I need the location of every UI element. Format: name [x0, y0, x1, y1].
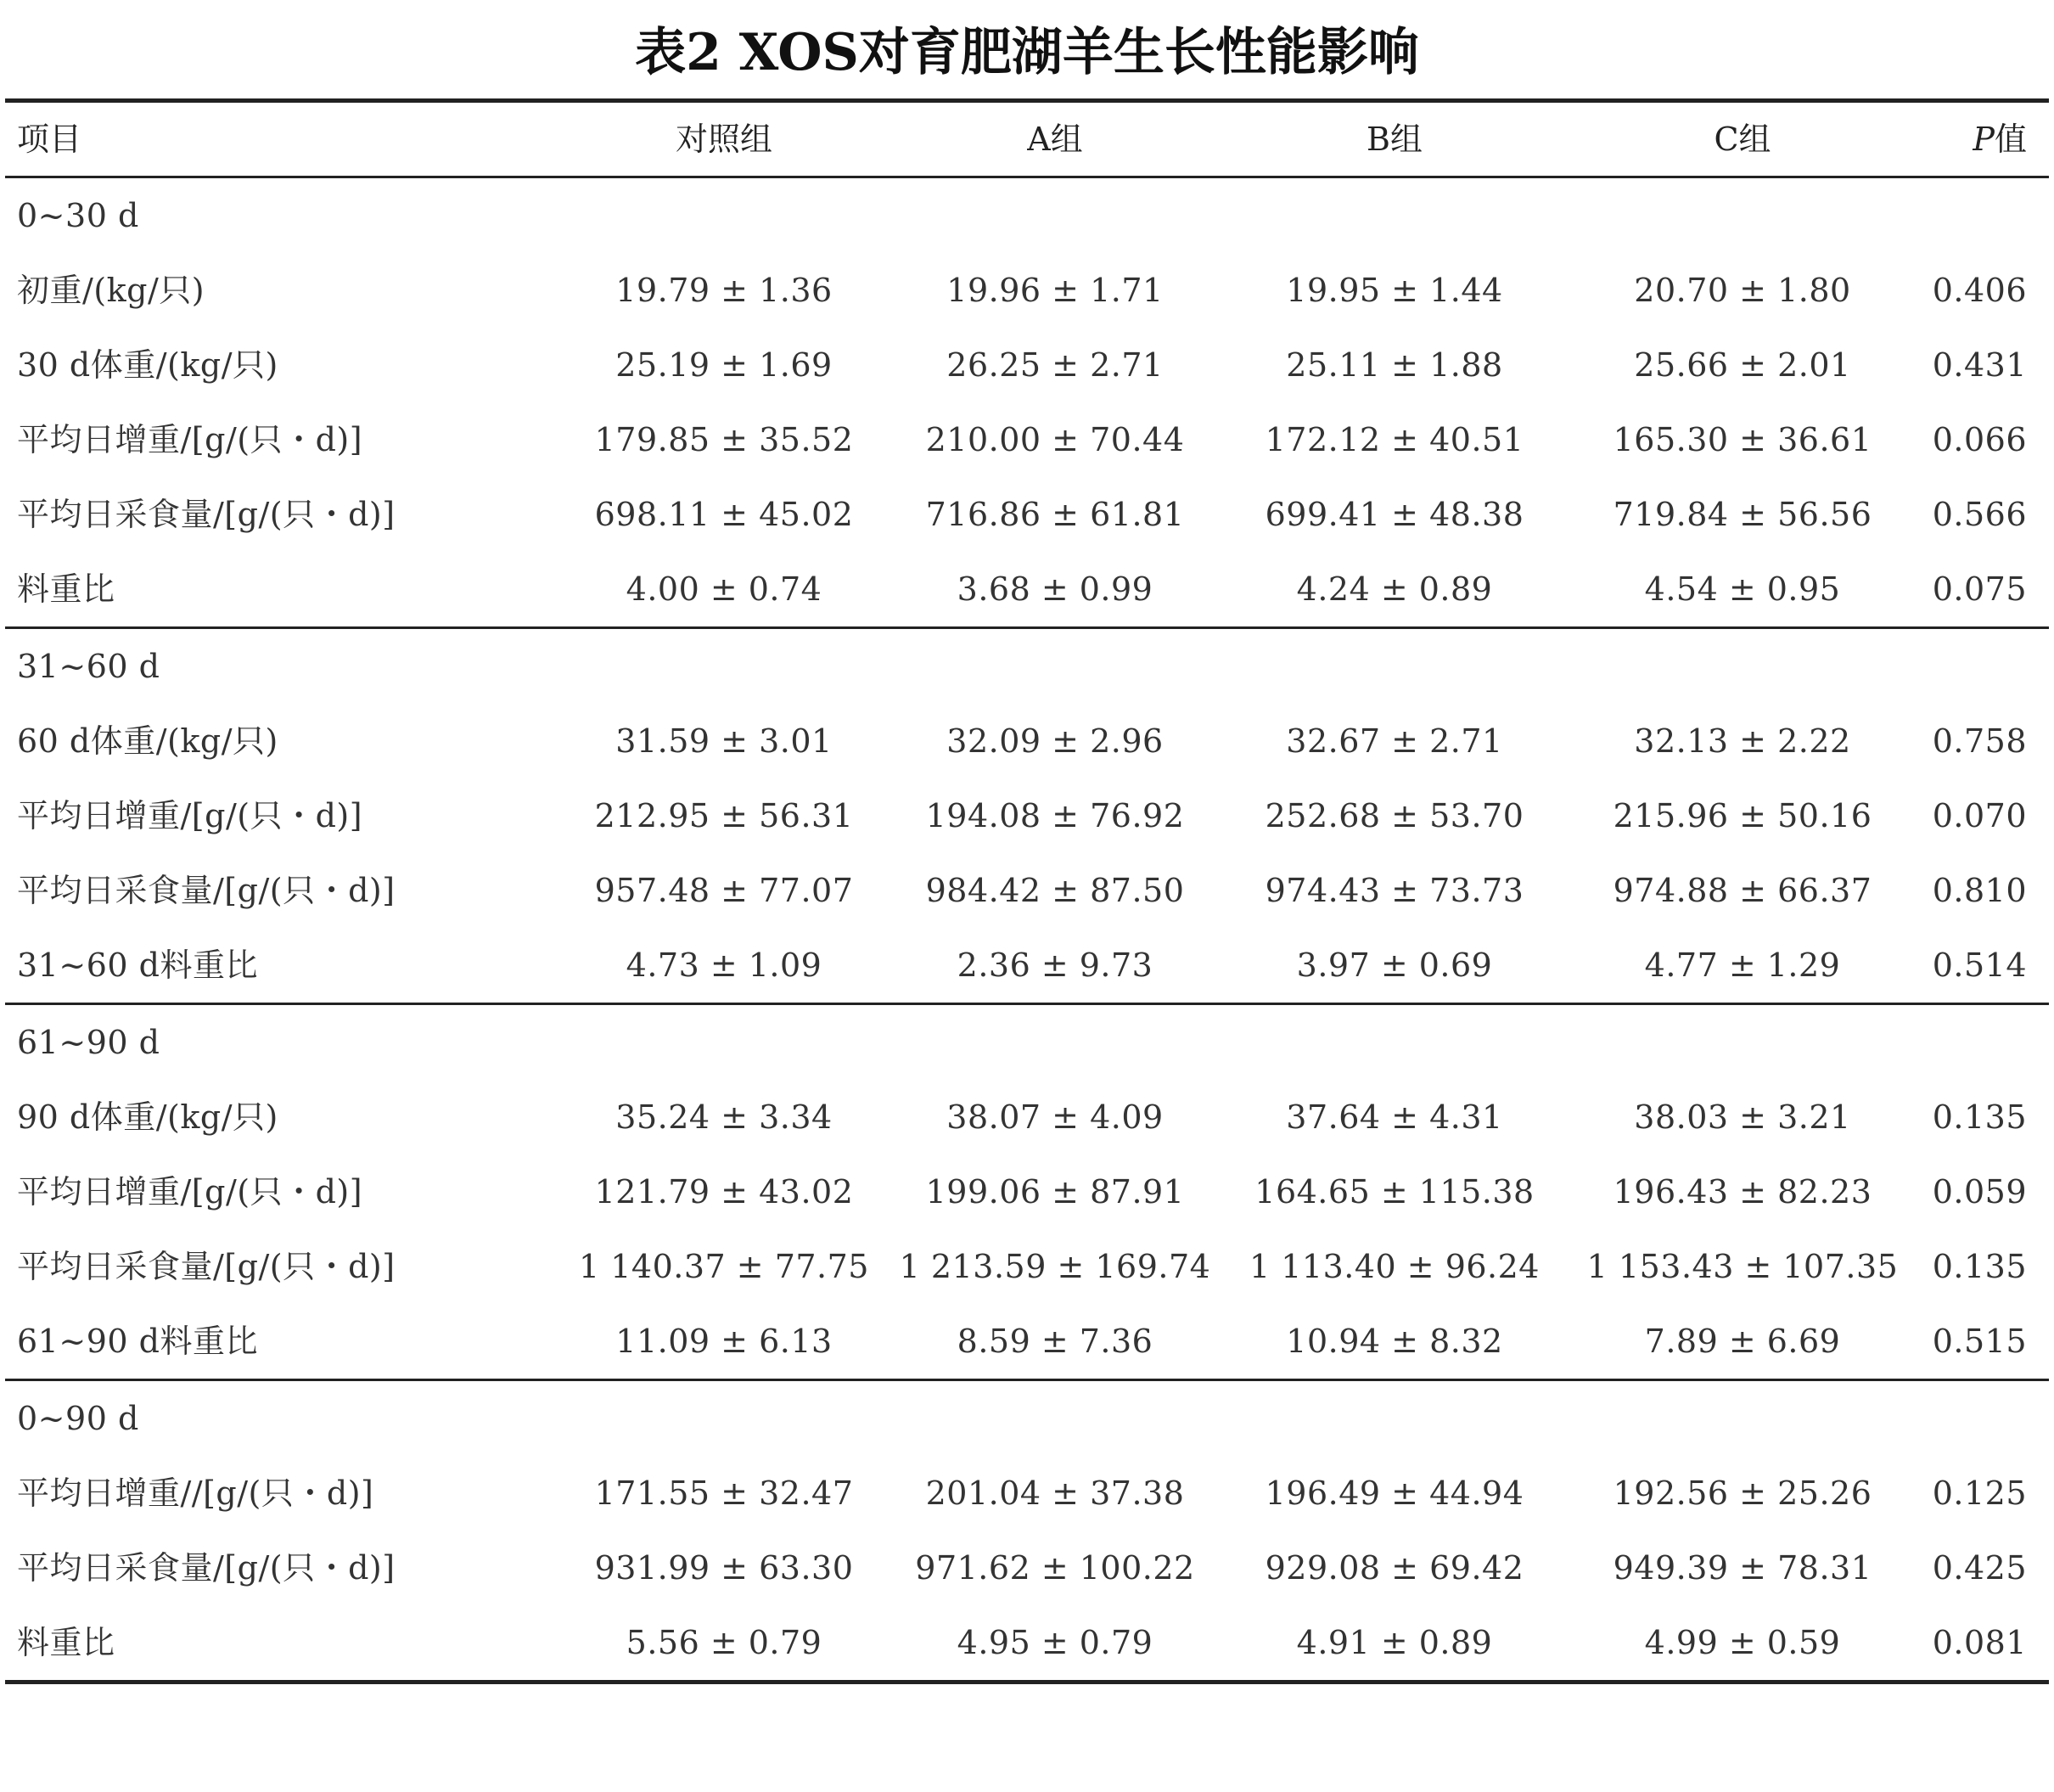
cell-group-b: 164.65 ± 115.38	[1254, 1173, 1535, 1211]
growth-performance-table	[5, 98, 2049, 1684]
cell-control: 121.79 ± 43.02	[594, 1173, 854, 1211]
cell-group-a: 19.96 ± 1.71	[946, 272, 1164, 309]
table-row	[5, 928, 2049, 1004]
cell-item: 料重比	[17, 570, 115, 608]
cell-group-a: 2.36 ± 9.73	[957, 947, 1153, 984]
cell-p-value: 0.081	[1917, 1605, 2049, 1682]
cell-p-value: 0.425	[1932, 1549, 2027, 1587]
cell-item: 平均日增重/[g/(只・d)]	[17, 421, 363, 458]
header-control: 对照组	[675, 121, 772, 158]
cell-control: 171.55 ± 32.47	[594, 1475, 854, 1512]
cell-item: 31~60 d料重比	[17, 947, 258, 984]
table-header	[5, 101, 2049, 177]
cell-item: 平均日增重//[g/(只・d)]	[17, 1475, 374, 1512]
section-row	[5, 1380, 2049, 1457]
cell-p-value: 0.059	[1932, 1173, 2027, 1211]
table-row	[5, 253, 2049, 328]
cell-p-value: 0.514	[1932, 947, 2027, 984]
header-group-a: A组	[1027, 121, 1083, 158]
cell-group-c: 38.03 ± 3.21	[1634, 1098, 1851, 1136]
table-row	[5, 1456, 2049, 1531]
cell-control: 1 140.37 ± 77.75	[578, 1248, 869, 1285]
cell-control: 4.00 ± 0.74	[626, 570, 822, 608]
cell-group-c: 7.89 ± 6.69	[1644, 1323, 1841, 1360]
header-group-b: B组	[1367, 121, 1423, 158]
cell-p-value: 0.758	[1932, 722, 2027, 760]
cell-control: 957.48 ± 77.07	[594, 872, 854, 909]
cell-group-a: 971.62 ± 100.22	[915, 1549, 1195, 1587]
cell-group-b: 3.97 ± 0.69	[1296, 947, 1493, 984]
table-row	[5, 778, 2049, 853]
cell-item: 平均日采食量/[g/(只・d)]	[17, 872, 396, 909]
cell-p-value: 0.070	[1932, 797, 2027, 834]
cell-p-value: 0.125	[1932, 1475, 2027, 1512]
cell-control: 11.09 ± 6.13	[615, 1323, 833, 1360]
cell-control: 698.11 ± 45.02	[594, 496, 854, 533]
table-row	[5, 1605, 2049, 1682]
cell-group-b: 37.64 ± 4.31	[1286, 1098, 1503, 1136]
cell-p-value: 0.406	[1932, 272, 2027, 309]
cell-control: 31.59 ± 3.01	[615, 722, 833, 760]
cell-group-a: 38.07 ± 4.09	[946, 1098, 1164, 1136]
cell-p-value: 0.135	[1932, 1098, 2027, 1136]
table-row	[5, 328, 2049, 402]
table-row	[5, 1080, 2049, 1154]
cell-p-value: 0.075	[1932, 570, 2027, 608]
cell-control: 5.56 ± 0.79	[558, 1605, 890, 1682]
header-row	[5, 101, 2049, 177]
header-item: 项目	[17, 121, 82, 158]
cell-group-c: 215.96 ± 50.16	[1613, 797, 1872, 834]
cell-item: 平均日采食量/[g/(只・d)]	[17, 496, 396, 533]
table-row	[5, 1304, 2049, 1380]
cell-item: 30 d体重/(kg/只)	[17, 346, 278, 384]
header-p-value	[1917, 101, 2049, 177]
table-body	[5, 177, 2049, 1682]
cell-group-c: 4.77 ± 1.29	[1644, 947, 1841, 984]
cell-item: 料重比	[5, 1605, 558, 1682]
cell-item: 初重/(kg/只)	[17, 272, 205, 309]
cell-group-c: 949.39 ± 78.31	[1613, 1549, 1872, 1587]
cell-group-c: 974.88 ± 66.37	[1613, 872, 1872, 909]
table-row	[5, 552, 2049, 628]
cell-group-b: 32.67 ± 2.71	[1286, 722, 1503, 760]
cell-item: 60 d体重/(kg/只)	[17, 722, 278, 760]
cell-item: 平均日增重/[g/(只・d)]	[17, 1173, 363, 1211]
cell-group-b: 19.95 ± 1.44	[1286, 272, 1503, 309]
cell-group-b: 4.24 ± 0.89	[1296, 570, 1493, 608]
cell-group-b: 25.11 ± 1.88	[1286, 346, 1503, 384]
cell-control: 179.85 ± 35.52	[594, 421, 854, 458]
cell-group-a: 194.08 ± 76.92	[925, 797, 1185, 834]
cell-item: 平均日增重/[g/(只・d)]	[17, 797, 363, 834]
cell-group-b: 699.41 ± 48.38	[1265, 496, 1524, 533]
header-p-letter: P	[1973, 121, 1995, 158]
cell-group-b: 10.94 ± 8.32	[1286, 1323, 1503, 1360]
cell-group-c: 165.30 ± 36.61	[1613, 421, 1872, 458]
cell-group-c: 719.84 ± 56.56	[1613, 496, 1872, 533]
header-p-suffix: 值	[1994, 121, 2027, 158]
cell-group-b: 974.43 ± 73.73	[1265, 872, 1524, 909]
table-row	[5, 853, 2049, 928]
cell-group-b: 252.68 ± 53.70	[1265, 797, 1524, 834]
cell-control: 931.99 ± 63.30	[594, 1549, 854, 1587]
cell-group-c: 32.13 ± 2.22	[1634, 722, 1851, 760]
cell-group-a: 984.42 ± 87.50	[925, 872, 1185, 909]
section-label: 61~90 d	[5, 1004, 2049, 1081]
header-group-c: C组	[1714, 121, 1771, 158]
cell-control: 4.73 ± 1.09	[626, 947, 822, 984]
table-row	[5, 1229, 2049, 1304]
cell-group-a: 199.06 ± 87.91	[925, 1173, 1185, 1211]
section-row	[5, 1004, 2049, 1081]
cell-group-a: 26.25 ± 2.71	[946, 346, 1164, 384]
cell-p-value: 0.135	[1932, 1248, 2027, 1285]
cell-group-c: 4.54 ± 0.95	[1644, 570, 1841, 608]
cell-group-a: 210.00 ± 70.44	[925, 421, 1185, 458]
cell-group-c: 25.66 ± 2.01	[1634, 346, 1851, 384]
cell-group-a: 201.04 ± 37.38	[925, 1475, 1185, 1512]
table-row	[5, 1154, 2049, 1229]
cell-group-a: 4.95 ± 0.79	[890, 1605, 1221, 1682]
table-row	[5, 402, 2049, 477]
cell-group-c: 192.56 ± 25.26	[1613, 1475, 1872, 1512]
cell-control: 212.95 ± 56.31	[594, 797, 854, 834]
cell-control: 19.79 ± 1.36	[615, 272, 833, 309]
section-row	[5, 177, 2049, 254]
cell-p-value: 0.515	[1932, 1323, 2027, 1360]
cell-group-b: 1 113.40 ± 96.24	[1249, 1248, 1540, 1285]
cell-group-b: 172.12 ± 40.51	[1265, 421, 1524, 458]
table-row	[5, 477, 2049, 552]
cell-p-value: 0.066	[1932, 421, 2027, 458]
cell-group-a: 716.86 ± 61.81	[925, 496, 1185, 533]
cell-group-b: 929.08 ± 69.42	[1265, 1549, 1524, 1587]
cell-group-b: 196.49 ± 44.94	[1265, 1475, 1524, 1512]
table-row	[5, 1531, 2049, 1605]
cell-control: 35.24 ± 3.34	[615, 1098, 833, 1136]
cell-control: 25.19 ± 1.69	[615, 346, 833, 384]
cell-group-a: 8.59 ± 7.36	[957, 1323, 1153, 1360]
cell-group-a: 32.09 ± 2.96	[946, 722, 1164, 760]
cell-group-c: 20.70 ± 1.80	[1634, 272, 1851, 309]
section-label: 0~30 d	[17, 197, 139, 234]
cell-item: 90 d体重/(kg/只)	[17, 1098, 278, 1136]
table-title: 表2 XOS对育肥湖羊生长性能影响	[635, 23, 1419, 82]
section-label: 0~90 d	[5, 1380, 2049, 1457]
cell-p-value: 0.566	[1932, 496, 2027, 533]
cell-p-value: 0.431	[1932, 346, 2027, 384]
section-label: 31~60 d	[5, 628, 2049, 705]
cell-item: 61~90 d料重比	[17, 1323, 258, 1360]
cell-group-c: 196.43 ± 82.23	[1613, 1173, 1872, 1211]
cell-item: 平均日采食量/[g/(只・d)]	[17, 1549, 396, 1587]
cell-group-b: 4.91 ± 0.89	[1221, 1605, 1569, 1682]
cell-group-a: 1 213.59 ± 169.74	[899, 1248, 1211, 1285]
table-row	[5, 704, 2049, 778]
cell-group-c: 1 153.43 ± 107.35	[1586, 1248, 1899, 1285]
cell-group-a: 3.68 ± 0.99	[957, 570, 1153, 608]
cell-p-value: 0.810	[1932, 872, 2027, 909]
cell-item: 平均日采食量/[g/(只・d)]	[17, 1248, 396, 1285]
cell-group-c: 4.99 ± 0.59	[1569, 1605, 1917, 1682]
section-row	[5, 628, 2049, 705]
